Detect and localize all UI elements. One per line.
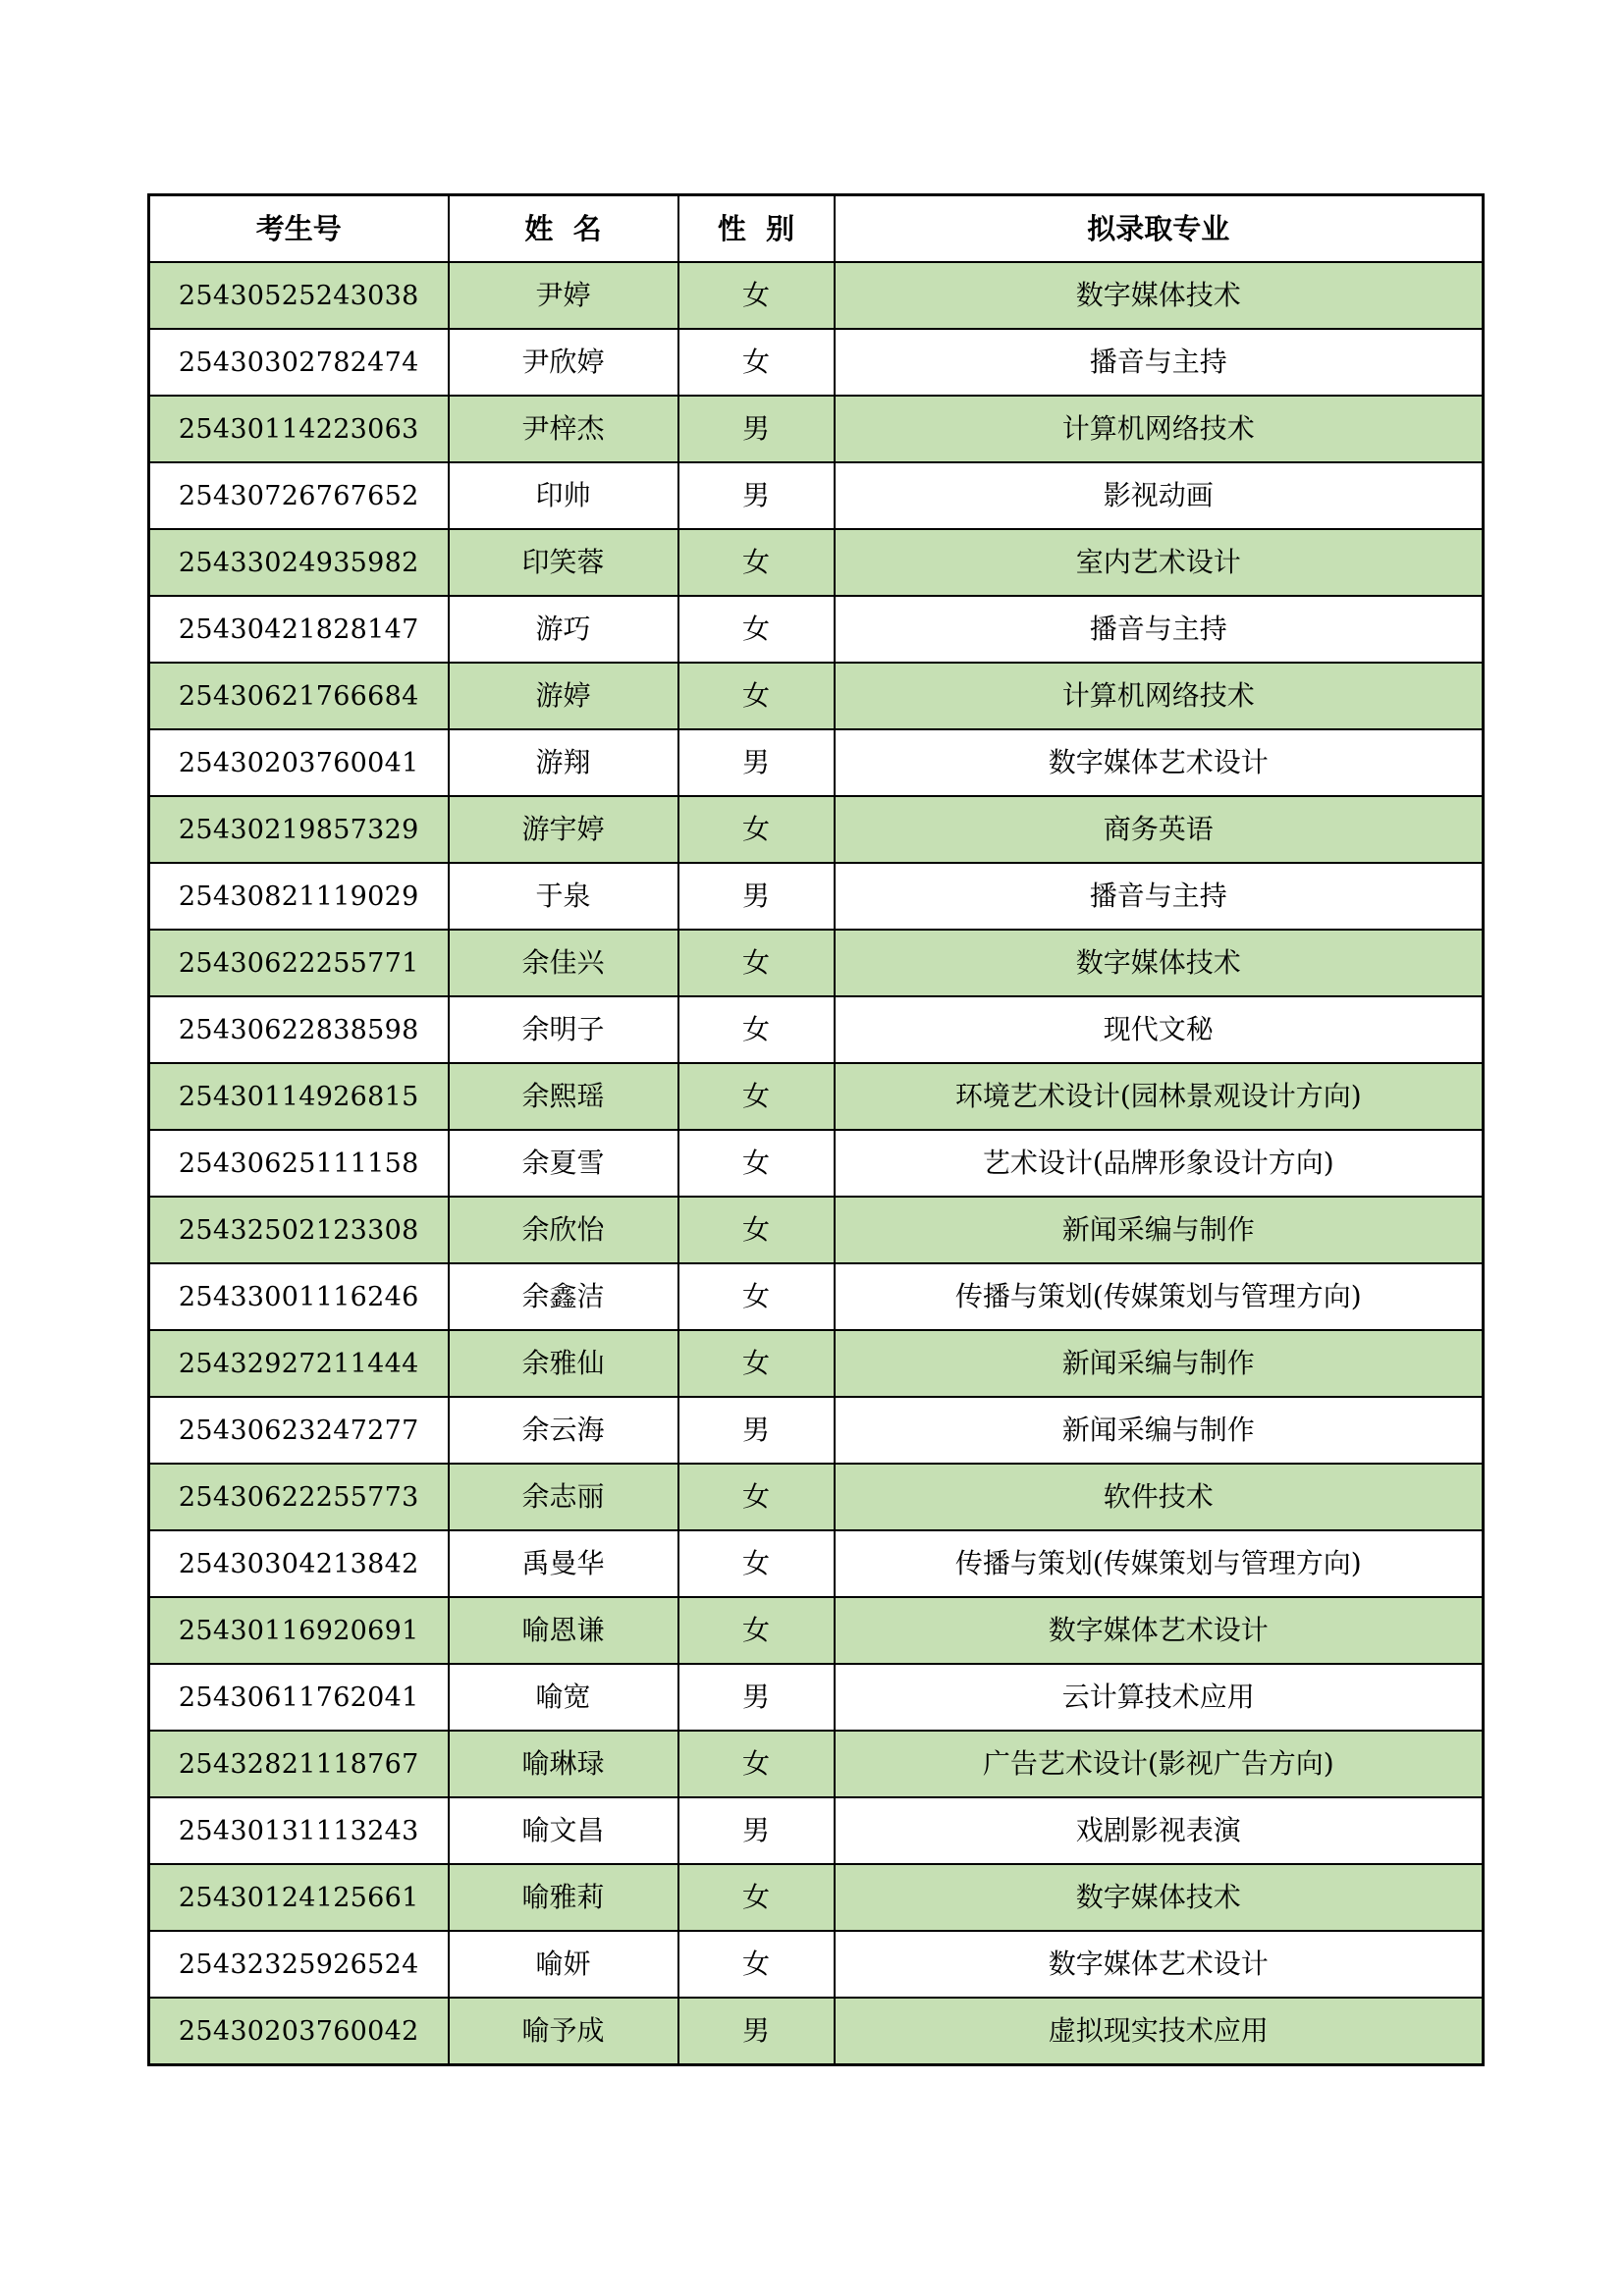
- gender-cell: 女: [678, 1864, 835, 1931]
- table-row: [149, 396, 1484, 462]
- major-cell: 播音与主持: [835, 596, 1484, 663]
- table-row: [149, 1464, 1484, 1530]
- table-row: [149, 1397, 1484, 1464]
- table-row: [149, 1731, 1484, 1797]
- candidate-number-cell: 25430611762041: [149, 1664, 449, 1731]
- gender-cell: 男: [678, 1998, 835, 2065]
- name-cell: 尹欣婷: [449, 329, 678, 396]
- gender-cell: 女: [678, 1197, 835, 1263]
- table-row: [149, 1998, 1484, 2065]
- major-cell: 数字媒体技术: [835, 930, 1484, 996]
- name-cell: 喻文昌: [449, 1797, 678, 1864]
- name-cell: 余雅仙: [449, 1330, 678, 1397]
- major-cell: 计算机网络技术: [835, 663, 1484, 729]
- major-cell: 新闻采编与制作: [835, 1330, 1484, 1397]
- gender-cell: 男: [678, 863, 835, 930]
- name-cell: 喻琳琭: [449, 1731, 678, 1797]
- candidate-number-cell: 25430621766684: [149, 663, 449, 729]
- candidate-number-cell: 25430625111158: [149, 1130, 449, 1197]
- name-cell: 喻妍: [449, 1931, 678, 1998]
- table-row: [149, 1197, 1484, 1263]
- gender-cell: 女: [678, 596, 835, 663]
- gender-cell: 女: [678, 1597, 835, 1664]
- major-cell: 环境艺术设计(园林景观设计方向): [835, 1063, 1484, 1130]
- table-row: [149, 1130, 1484, 1197]
- name-cell: 游巧: [449, 596, 678, 663]
- gender-cell: 女: [678, 1530, 835, 1597]
- major-cell: 新闻采编与制作: [835, 1397, 1484, 1464]
- name-cell: 余云海: [449, 1397, 678, 1464]
- candidate-number-cell: 25430525243038: [149, 262, 449, 329]
- gender-cell: 女: [678, 1464, 835, 1530]
- candidate-number-cell: 25430116920691: [149, 1597, 449, 1664]
- name-cell: 余欣怡: [449, 1197, 678, 1263]
- table-row: [149, 996, 1484, 1063]
- candidate-number-cell: 25430114926815: [149, 1063, 449, 1130]
- candidate-number-cell: 25430304213842: [149, 1530, 449, 1597]
- table-body: [149, 262, 1484, 2065]
- table-header: [149, 195, 1484, 263]
- major-cell: 广告艺术设计(影视广告方向): [835, 1731, 1484, 1797]
- candidate-number-cell: 25432927211444: [149, 1330, 449, 1397]
- name-cell: 游翔: [449, 729, 678, 796]
- name-cell: 印笑蓉: [449, 529, 678, 596]
- table-row: [149, 863, 1484, 930]
- candidate-number-cell: 25432502123308: [149, 1197, 449, 1263]
- table-row: [149, 1330, 1484, 1397]
- gender-cell: 男: [678, 396, 835, 462]
- candidate-number-cell: 25433001116246: [149, 1263, 449, 1330]
- name-cell: 余佳兴: [449, 930, 678, 996]
- name-cell: 余明子: [449, 996, 678, 1063]
- gender-cell: 男: [678, 1664, 835, 1731]
- gender-cell: 女: [678, 996, 835, 1063]
- name-cell: 余鑫洁: [449, 1263, 678, 1330]
- candidate-number-cell: 25430203760041: [149, 729, 449, 796]
- name-cell: 于泉: [449, 863, 678, 930]
- name-cell: 喻予成: [449, 1998, 678, 2065]
- major-cell: 云计算技术应用: [835, 1664, 1484, 1731]
- table-row: [149, 329, 1484, 396]
- candidate-number-cell: 25432821118767: [149, 1731, 449, 1797]
- name-cell: 喻宽: [449, 1664, 678, 1731]
- major-cell: 商务英语: [835, 796, 1484, 863]
- header-name: 姓 名: [449, 195, 678, 263]
- candidate-number-cell: 25430623247277: [149, 1397, 449, 1464]
- gender-cell: 女: [678, 796, 835, 863]
- gender-cell: 女: [678, 1063, 835, 1130]
- table-row: [149, 1263, 1484, 1330]
- major-cell: 现代文秘: [835, 996, 1484, 1063]
- gender-cell: 女: [678, 1130, 835, 1197]
- gender-cell: 男: [678, 1797, 835, 1864]
- name-cell: 喻雅莉: [449, 1864, 678, 1931]
- table-row: [149, 596, 1484, 663]
- table-row: [149, 262, 1484, 329]
- major-cell: 数字媒体技术: [835, 1864, 1484, 1931]
- name-cell: 游宇婷: [449, 796, 678, 863]
- table-row: [149, 1931, 1484, 1998]
- table-row: [149, 529, 1484, 596]
- gender-cell: 女: [678, 1931, 835, 1998]
- major-cell: 影视动画: [835, 462, 1484, 529]
- major-cell: 播音与主持: [835, 329, 1484, 396]
- major-cell: 虚拟现实技术应用: [835, 1998, 1484, 2065]
- name-cell: 余志丽: [449, 1464, 678, 1530]
- major-cell: 传播与策划(传媒策划与管理方向): [835, 1263, 1484, 1330]
- gender-cell: 女: [678, 1731, 835, 1797]
- gender-cell: 男: [678, 729, 835, 796]
- major-cell: 播音与主持: [835, 863, 1484, 930]
- header-major: 拟录取专业: [835, 195, 1484, 263]
- admission-table: [147, 193, 1485, 2066]
- header-row: [149, 195, 1484, 263]
- major-cell: 新闻采编与制作: [835, 1197, 1484, 1263]
- table-row: [149, 729, 1484, 796]
- gender-cell: 女: [678, 1263, 835, 1330]
- candidate-number-cell: 25430131113243: [149, 1797, 449, 1864]
- table-row: [149, 1063, 1484, 1130]
- gender-cell: 女: [678, 262, 835, 329]
- candidate-number-cell: 25430219857329: [149, 796, 449, 863]
- table-row: [149, 1597, 1484, 1664]
- major-cell: 软件技术: [835, 1464, 1484, 1530]
- table-row: [149, 1530, 1484, 1597]
- admission-list-sheet: [147, 193, 1482, 2066]
- table-row: [149, 1797, 1484, 1864]
- table-row: [149, 663, 1484, 729]
- table-row: [149, 462, 1484, 529]
- candidate-number-cell: 25430622255773: [149, 1464, 449, 1530]
- name-cell: 余夏雪: [449, 1130, 678, 1197]
- gender-cell: 女: [678, 329, 835, 396]
- major-cell: 数字媒体艺术设计: [835, 1931, 1484, 1998]
- major-cell: 数字媒体艺术设计: [835, 1597, 1484, 1664]
- major-cell: 戏剧影视表演: [835, 1797, 1484, 1864]
- candidate-number-cell: 25432325926524: [149, 1931, 449, 1998]
- name-cell: 尹婷: [449, 262, 678, 329]
- candidate-number-cell: 25430421828147: [149, 596, 449, 663]
- major-cell: 艺术设计(品牌形象设计方向): [835, 1130, 1484, 1197]
- table-row: [149, 1864, 1484, 1931]
- candidate-number-cell: 25430821119029: [149, 863, 449, 930]
- table-row: [149, 1664, 1484, 1731]
- name-cell: 余熙瑶: [449, 1063, 678, 1130]
- candidate-number-cell: 25430622838598: [149, 996, 449, 1063]
- header-gender: 性 别: [678, 195, 835, 263]
- candidate-number-cell: 25430726767652: [149, 462, 449, 529]
- gender-cell: 女: [678, 529, 835, 596]
- table-row: [149, 930, 1484, 996]
- name-cell: 禹曼华: [449, 1530, 678, 1597]
- major-cell: 数字媒体艺术设计: [835, 729, 1484, 796]
- major-cell: 传播与策划(传媒策划与管理方向): [835, 1530, 1484, 1597]
- gender-cell: 女: [678, 663, 835, 729]
- gender-cell: 男: [678, 462, 835, 529]
- candidate-number-cell: 25430622255771: [149, 930, 449, 996]
- major-cell: 数字媒体技术: [835, 262, 1484, 329]
- name-cell: 尹梓杰: [449, 396, 678, 462]
- candidate-number-cell: 25433024935982: [149, 529, 449, 596]
- gender-cell: 女: [678, 930, 835, 996]
- table-row: [149, 796, 1484, 863]
- candidate-number-cell: 25430114223063: [149, 396, 449, 462]
- name-cell: 喻恩谦: [449, 1597, 678, 1664]
- candidate-number-cell: 25430203760042: [149, 1998, 449, 2065]
- name-cell: 游婷: [449, 663, 678, 729]
- header-candidate-number: 考生号: [149, 195, 449, 263]
- gender-cell: 女: [678, 1330, 835, 1397]
- candidate-number-cell: 25430302782474: [149, 329, 449, 396]
- name-cell: 印帅: [449, 462, 678, 529]
- major-cell: 室内艺术设计: [835, 529, 1484, 596]
- candidate-number-cell: 25430124125661: [149, 1864, 449, 1931]
- gender-cell: 男: [678, 1397, 835, 1464]
- major-cell: 计算机网络技术: [835, 396, 1484, 462]
